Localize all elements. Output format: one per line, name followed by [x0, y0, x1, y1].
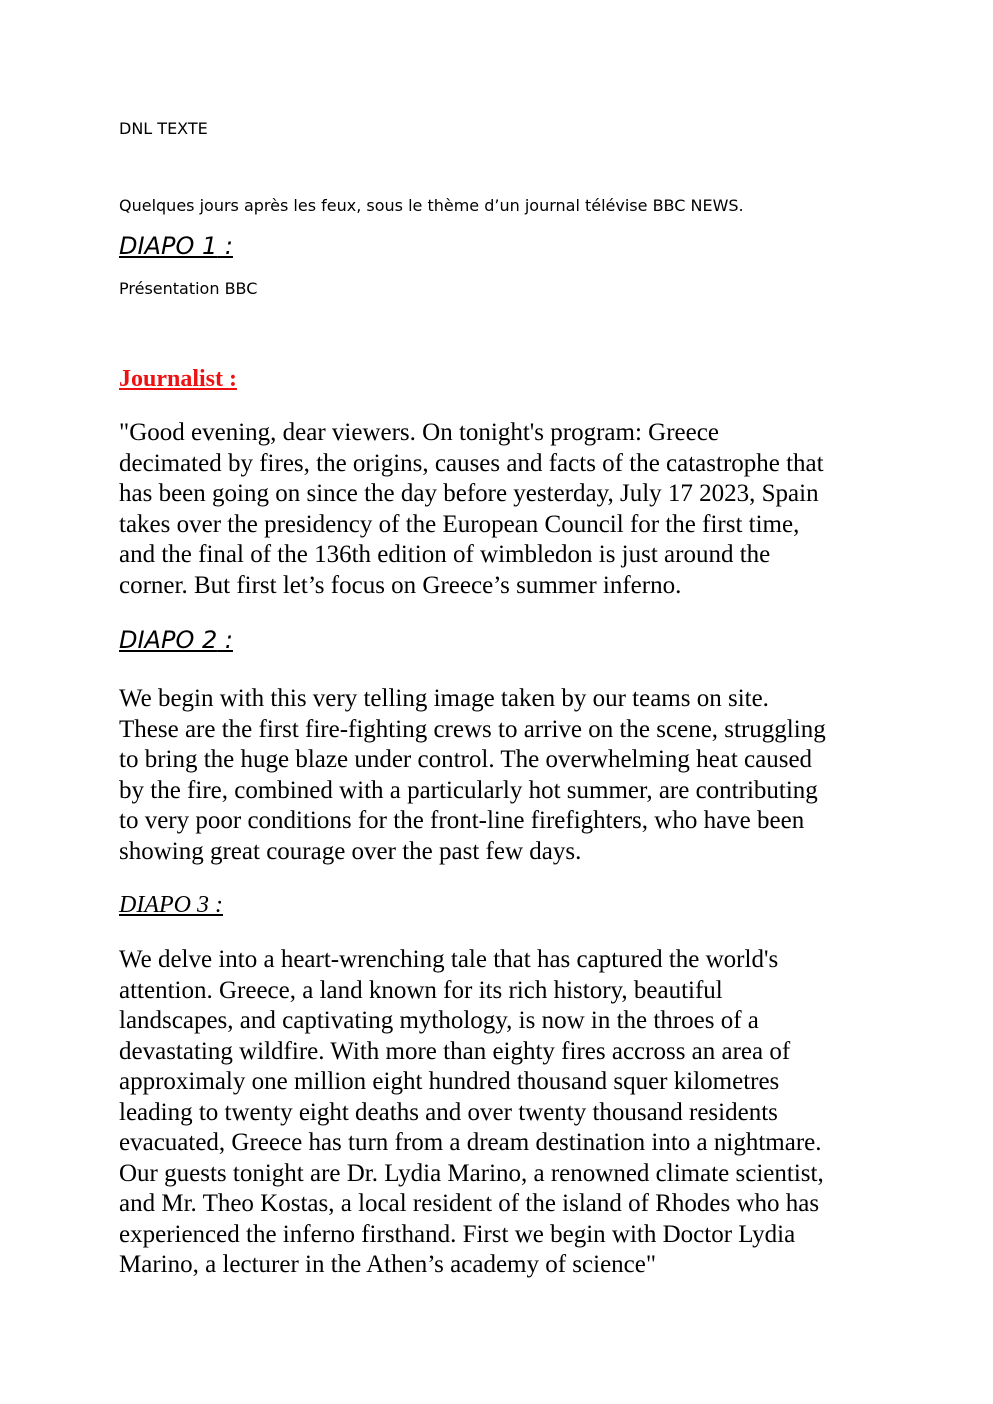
paragraph-line: takes over the presidency of the European Council for the first time, [119, 510, 800, 538]
paragraph-intro-news [119, 418, 879, 601]
paragraph-line: has been going on since the day before yesterday, July 17 2023, Spain [119, 480, 819, 507]
diapo-2-colon: : [217, 626, 233, 654]
paragraph-line: attention. Greece, a land known for its rich history, beautiful [119, 976, 723, 1004]
diapo-3-colon: : [208, 892, 223, 918]
paragraph-line: approximaly one million eight hundred thousand squer kilometres [119, 1068, 780, 1095]
paragraph-line: to bring the huge blaze under control. The overwhelming heat caused [119, 746, 813, 773]
paragraph-wildfire-tale [119, 945, 879, 1281]
paragraph-line: We begin with this very telling image taken by our teams on site. [119, 685, 769, 712]
paragraph-line: decimated by fires, the origins, causes and facts of the catastrophe that [119, 449, 824, 477]
paragraph-line: corner. But first let’s focus on Greece’s summer inferno. [119, 571, 682, 599]
paragraph-line: experienced the inferno firsthand. First we begin with Doctor Lydia [119, 1220, 796, 1248]
journalist-label: Journalist : [119, 366, 238, 392]
paragraph-line: landscapes, and captivating mythology, is now in the throes of a [119, 1007, 759, 1034]
paragraph-line: and Mr. Theo Kostas, a local resident of the island of Rhodes who has [119, 1190, 820, 1217]
presentation-line: Présentation BBC [119, 279, 258, 298]
diapo-1-label: DIAPO 1 [119, 232, 218, 260]
diapo-3-label: DIAPO 3 [119, 892, 209, 918]
diapo-3-heading [119, 892, 223, 919]
paragraph-line: and the final of the 136th edition of wimbledon is just around the [119, 541, 771, 568]
paragraph-line: showing great courage over the past few days. [119, 837, 582, 865]
paragraph-line: evacuated, Greece has turn from a dream destination into a nightmare. [119, 1129, 822, 1156]
diapo-2-label: DIAPO 2 [119, 626, 218, 654]
diapo-1-colon: : [217, 232, 233, 260]
paragraph-line: We delve into a heart-wrenching tale that has captured the world's [119, 946, 779, 973]
intro-line: Quelques jours après les feux, sous le thème d’un journal télévise BBC NEWS. [119, 196, 744, 215]
paragraph-line: Marino, a lecturer in the Athen’s academy of science" [119, 1251, 657, 1278]
paragraph-line: by the fire, combined with a particularly hot summer, are contributing [119, 776, 818, 804]
paragraph-line: These are the first fire-fighting crews to arrive on the scene, struggling [119, 715, 826, 743]
diapo-2-heading [119, 626, 233, 654]
paragraph-line: leading to twenty eight deaths and over twenty thousand residents [119, 1098, 778, 1126]
paragraph-line: to very poor conditions for the front-line firefighters, who have been [119, 807, 805, 834]
paragraph-firefighters [119, 684, 879, 867]
diapo-1-heading [119, 232, 233, 260]
paragraph-line: devastating wildfire. With more than eighty fires accross an area of [119, 1037, 791, 1065]
paragraph-line: "Good evening, dear viewers. On tonight's program: Greece [119, 419, 719, 446]
paragraph-line: Our guests tonight are Dr. Lydia Marino, a renowned climate scientist, [119, 1159, 824, 1187]
document-title: DNL TEXTE [119, 119, 208, 138]
